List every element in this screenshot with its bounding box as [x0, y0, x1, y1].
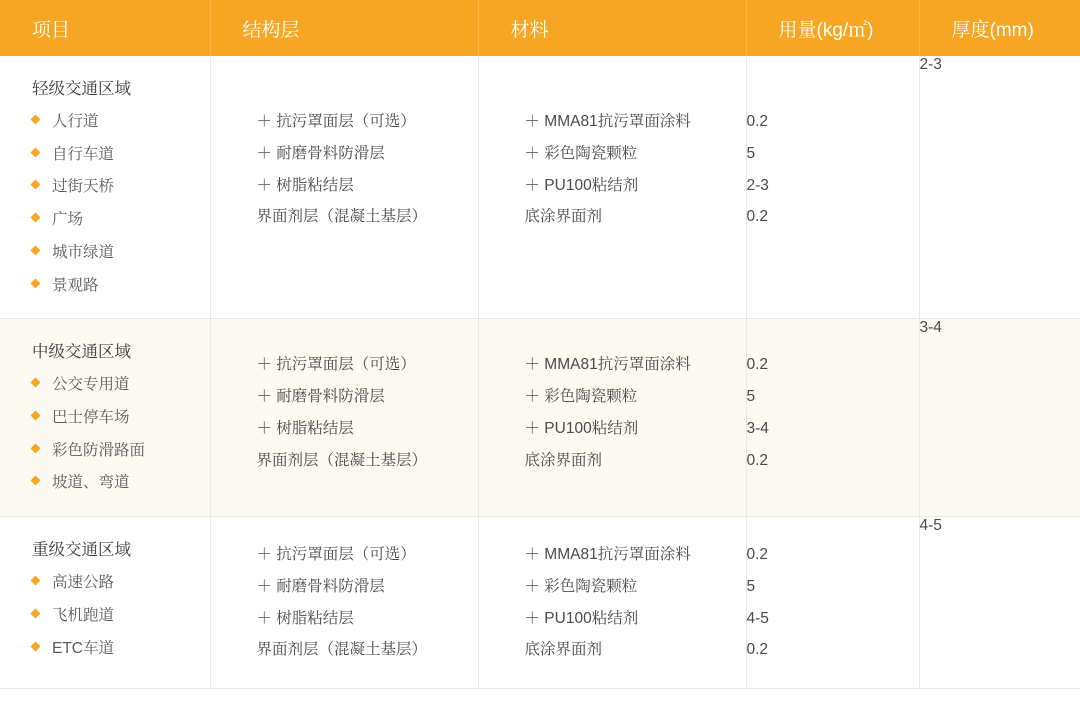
structure-cell — [210, 319, 478, 517]
table-row — [0, 517, 1080, 689]
amount-cell — [746, 319, 919, 517]
list-item-label: 公交专用道 — [52, 376, 130, 394]
amount-line: 2-3 — [746, 176, 769, 194]
material-cell — [478, 56, 746, 319]
structure-line: ＋ 耐磨骨料防滑层 — [256, 387, 385, 405]
structure-line: 界面剂层（混凝土基层） — [256, 451, 428, 469]
material-line: ＋ PU100粘结剂 — [524, 419, 639, 437]
list-item — [32, 374, 210, 396]
diamond-bullet-icon — [31, 378, 41, 388]
material-line: ＋ MMA81抗污罩面涂料 — [524, 356, 691, 374]
diamond-bullet-icon — [31, 213, 41, 223]
list-item-label: 城市绿道 — [52, 243, 115, 261]
material-line: 底涂界面剂 — [524, 641, 603, 659]
item-list — [32, 374, 210, 494]
list-item-label: 高速公路 — [52, 574, 115, 592]
amount-line: 0.2 — [746, 546, 769, 564]
amount-line: 0.2 — [746, 356, 769, 374]
structure-line: ＋ 抗污罩面层（可选） — [256, 113, 416, 130]
column-header-material: 材料 — [478, 0, 746, 56]
item-cell — [0, 517, 210, 689]
material-cell — [478, 517, 746, 689]
diamond-bullet-icon — [31, 411, 41, 421]
diamond-bullet-icon — [31, 245, 41, 255]
structure-line: ＋ 树脂粘结层 — [256, 419, 354, 437]
list-item-label: 景观路 — [52, 276, 99, 294]
material-line: ＋ 彩色陶瓷颗粒 — [524, 577, 638, 595]
list-item — [32, 472, 210, 494]
list-item-label: 广场 — [52, 211, 84, 229]
list-item-label: 过街天桥 — [52, 178, 115, 196]
amount-line: 5 — [746, 144, 756, 162]
structure-cell — [210, 56, 478, 319]
list-item-label: 人行道 — [52, 113, 99, 131]
thickness-cell — [919, 56, 1080, 319]
item-cell — [0, 319, 210, 517]
material-line: ＋ MMA81抗污罩面涂料 — [524, 546, 691, 564]
amount-line: 4-5 — [746, 609, 769, 627]
list-item — [32, 407, 210, 429]
list-item-label: 巴士停车场 — [52, 409, 130, 426]
item-cell — [0, 56, 210, 319]
material-line: 底涂界面剂 — [524, 208, 603, 226]
amount-cell — [746, 56, 919, 319]
list-item — [32, 144, 210, 166]
material-line: ＋ 彩色陶瓷颗粒 — [524, 144, 638, 162]
structure-line: ＋ 耐磨骨料防滑层 — [256, 577, 385, 595]
column-header-amount: 用量(kg/㎡) — [746, 0, 919, 56]
item-title: 重级交通区域 — [32, 541, 131, 560]
material-line: ＋ PU100粘结剂 — [524, 176, 639, 194]
column-header-structure: 结构层 — [210, 0, 478, 56]
item-list — [32, 111, 210, 296]
thickness-value: 3-4 — [919, 319, 942, 337]
list-item — [32, 440, 210, 462]
list-item — [32, 176, 210, 198]
list-item — [32, 242, 210, 264]
list-item — [32, 111, 210, 133]
table-body — [0, 56, 1080, 689]
column-header-item: 项目 — [0, 0, 210, 56]
item-list — [32, 572, 210, 659]
item-title: 中级交通区域 — [32, 343, 131, 362]
amount-cell — [746, 517, 919, 689]
amount-line: 0.2 — [746, 113, 769, 130]
amount-line: 5 — [746, 387, 756, 405]
table-row — [0, 319, 1080, 517]
diamond-bullet-icon — [31, 147, 41, 157]
thickness-value: 4-5 — [919, 517, 942, 535]
structure-line: ＋ 树脂粘结层 — [256, 176, 354, 194]
structure-line: 界面剂层（混凝土基层） — [256, 208, 428, 226]
column-header-thickness: 厚度(mm) — [919, 0, 1080, 56]
list-item — [32, 572, 210, 594]
structure-cell — [210, 517, 478, 689]
diamond-bullet-icon — [31, 641, 41, 651]
material-line: ＋ 彩色陶瓷颗粒 — [524, 387, 638, 405]
structure-line: ＋ 耐磨骨料防滑层 — [256, 144, 385, 162]
diamond-bullet-icon — [31, 115, 41, 125]
diamond-bullet-icon — [31, 476, 41, 486]
structure-line: 界面剂层（混凝土基层） — [256, 641, 428, 659]
diamond-bullet-icon — [31, 278, 41, 288]
table-row — [0, 56, 1080, 319]
amount-line: 0.2 — [746, 208, 769, 226]
material-line: ＋ MMA81抗污罩面涂料 — [524, 113, 691, 130]
list-item — [32, 275, 210, 297]
diamond-bullet-icon — [31, 576, 41, 586]
list-item-label: 坡道、弯道 — [52, 474, 130, 492]
list-item-label: ETC车道 — [52, 639, 115, 657]
thickness-cell — [919, 517, 1080, 689]
list-item — [32, 209, 210, 231]
table-header — [0, 0, 1080, 56]
material-line: 底涂界面剂 — [524, 451, 603, 469]
structure-line: ＋ 抗污罩面层（可选） — [256, 356, 416, 374]
table-header-row — [0, 0, 1080, 56]
structure-line: ＋ 抗污罩面层（可选） — [256, 546, 416, 564]
list-item-label: 自行车道 — [52, 145, 115, 163]
amount-line: 3-4 — [746, 419, 769, 437]
list-item-label: 彩色防滑路面 — [52, 441, 146, 459]
item-title: 轻级交通区域 — [32, 80, 131, 98]
material-line: ＋ PU100粘结剂 — [524, 609, 639, 627]
diamond-bullet-icon — [31, 443, 41, 453]
amount-line: 0.2 — [746, 451, 769, 469]
list-item-label: 飞机跑道 — [52, 606, 115, 624]
thickness-value: 2-3 — [919, 56, 942, 73]
structure-line: ＋ 树脂粘结层 — [256, 609, 354, 627]
diamond-bullet-icon — [31, 608, 41, 618]
material-cell — [478, 319, 746, 517]
list-item — [32, 638, 210, 660]
thickness-cell — [919, 319, 1080, 517]
diamond-bullet-icon — [31, 180, 41, 190]
amount-line: 5 — [746, 577, 756, 595]
amount-line: 0.2 — [746, 641, 769, 659]
list-item — [32, 605, 210, 627]
